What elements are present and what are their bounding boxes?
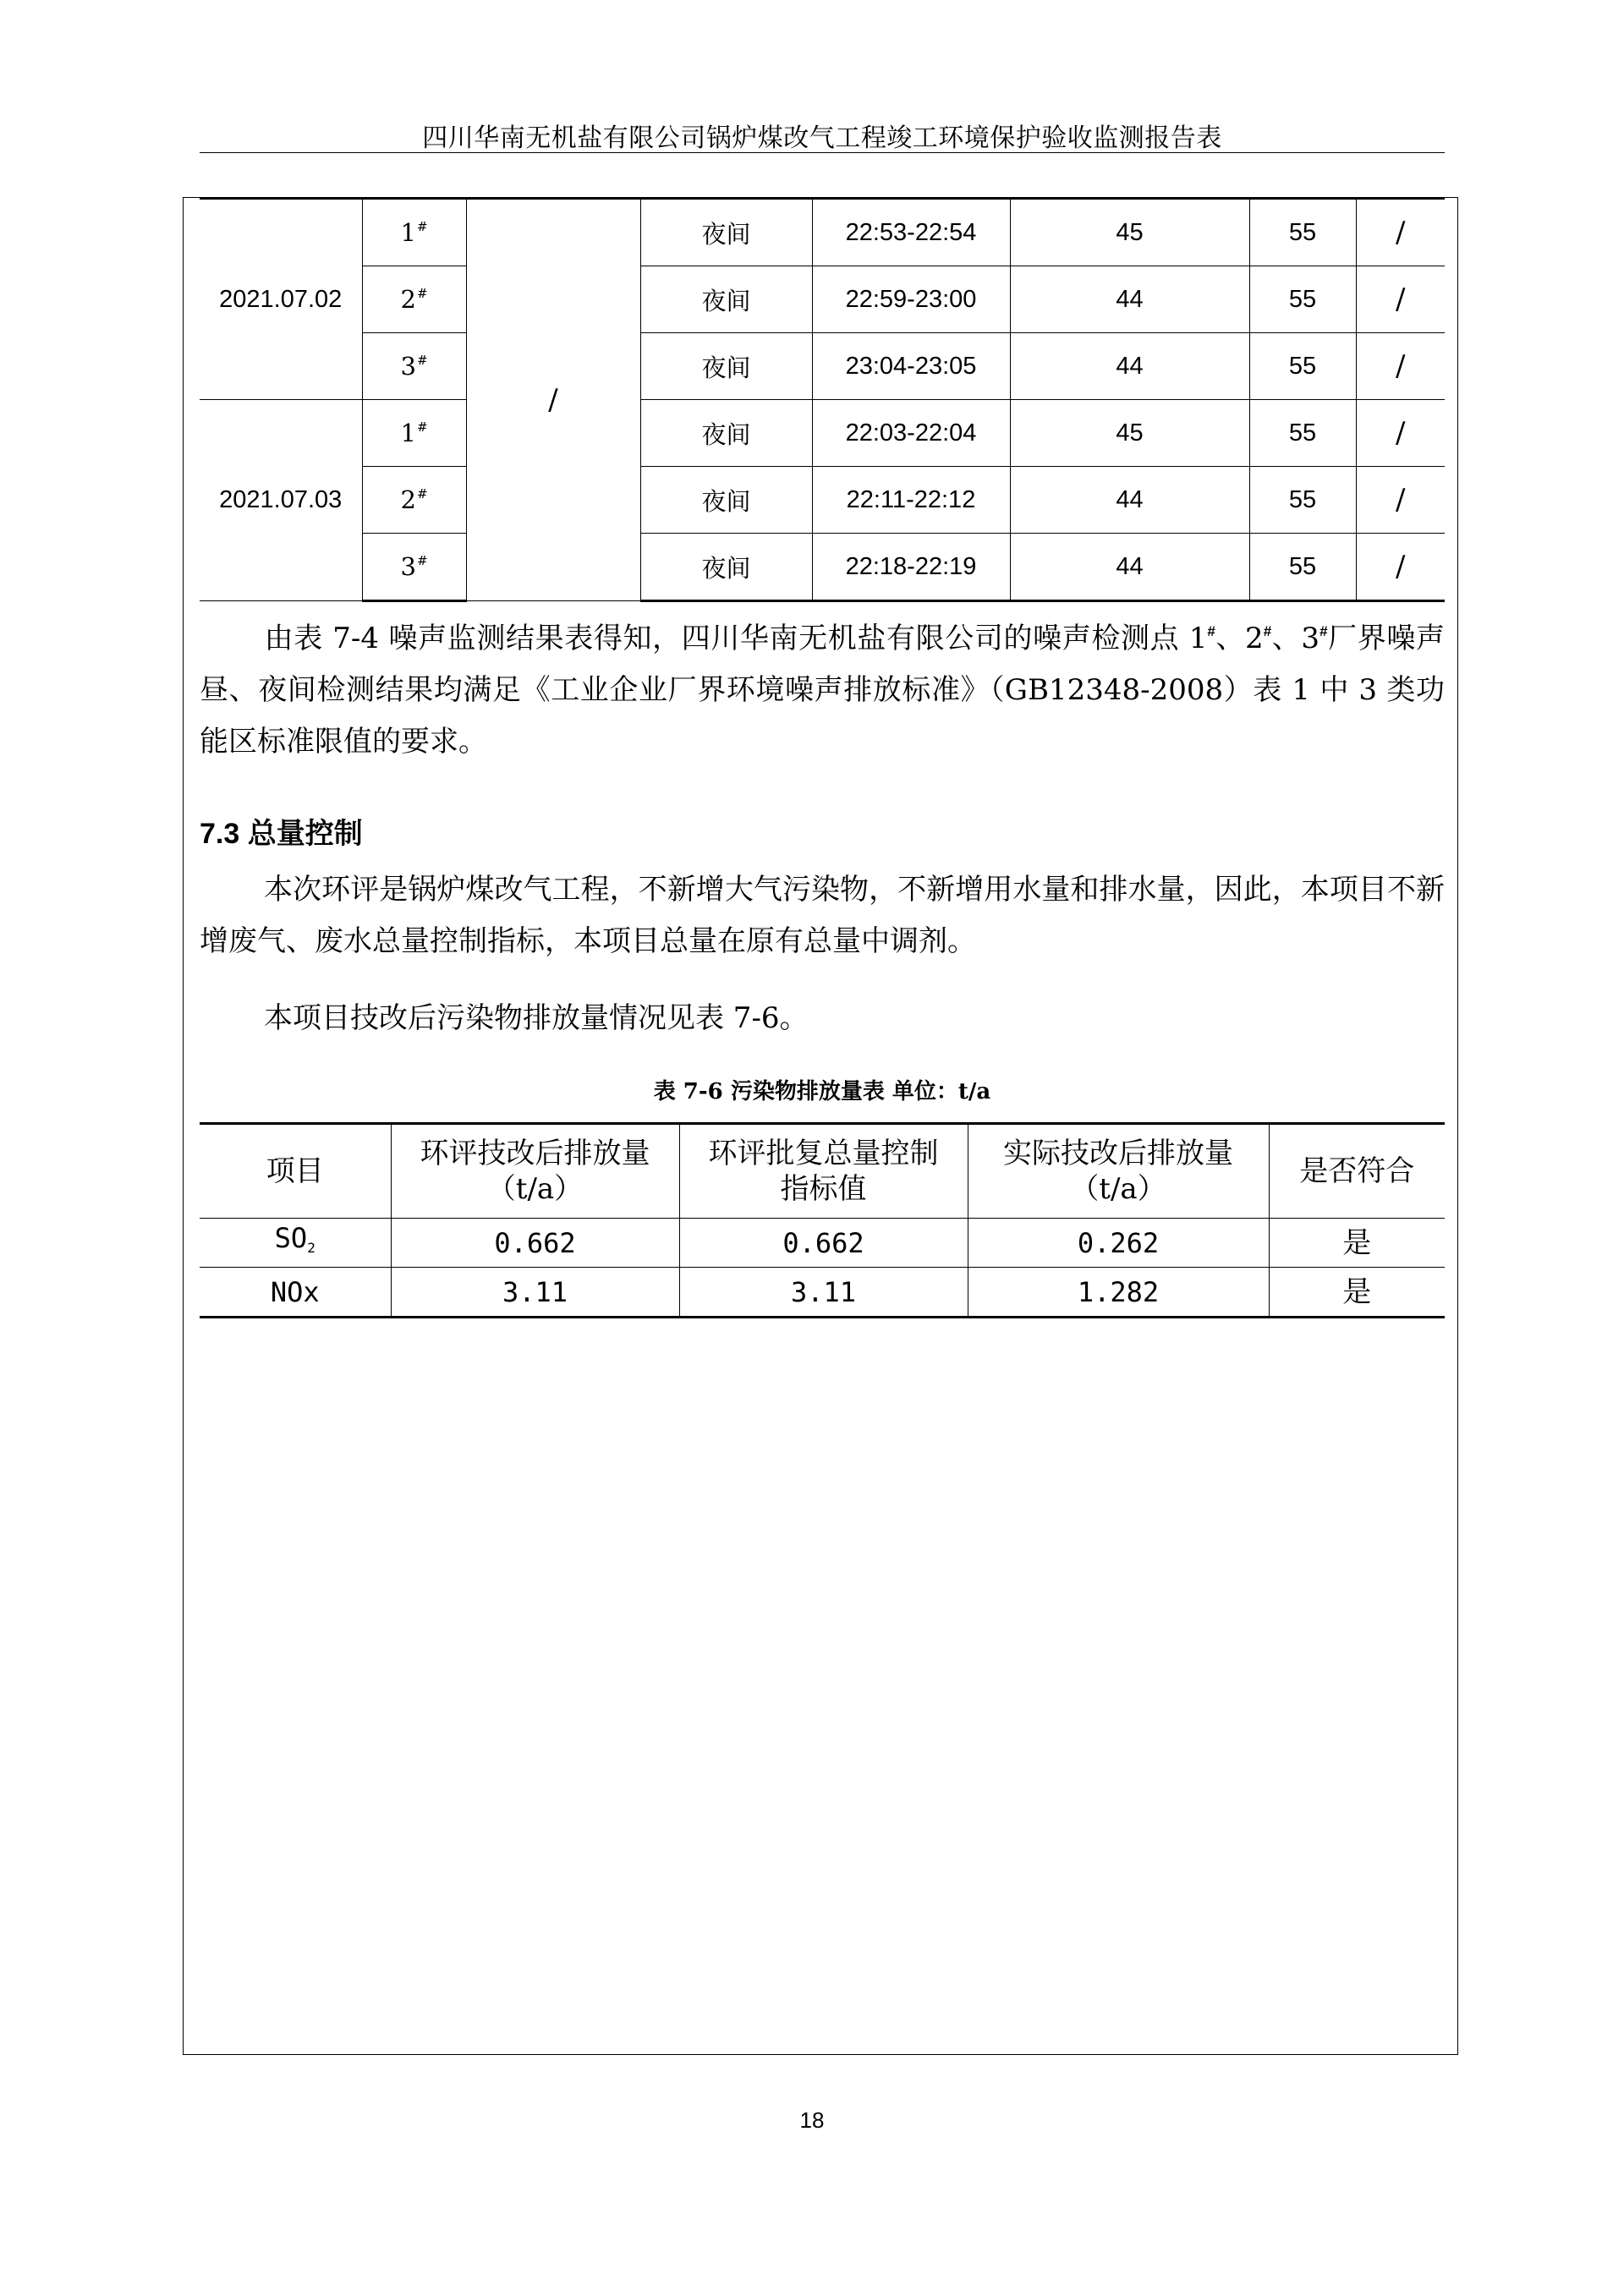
limit-cell: 55 bbox=[1249, 199, 1356, 266]
table-row bbox=[200, 266, 1445, 333]
approved-value-cell: 0.662 bbox=[679, 1219, 968, 1268]
point-cell: 1# bbox=[362, 400, 466, 467]
date-cell: 2021.07.02 bbox=[200, 199, 362, 400]
header-cell: 环评批复总量控制指标值 bbox=[679, 1124, 968, 1219]
emission-table bbox=[200, 1122, 1445, 1318]
page-number: 18 bbox=[799, 2107, 825, 2133]
period-cell: 夜间 bbox=[640, 333, 812, 400]
item-cell: $SO_2$ bbox=[200, 1219, 391, 1268]
header-rule bbox=[200, 152, 1445, 153]
value-cell: 44 bbox=[1010, 333, 1249, 400]
noise-monitoring-table bbox=[200, 197, 1445, 602]
merged-slash-cell: / bbox=[466, 199, 640, 601]
noise-conclusion-paragraph: 由表 7-4 噪声监测结果表得知，四川华南无机盐有限公司的噪声检测点 1#、2#、3#厂界噪声昼、夜间检测结果均满足《工业企业厂界环境噪声排放标准》（GB12348-2008）表 1 中 3 类功能区标准限值的要求。 bbox=[200, 622, 1446, 759]
limit-cell: 55 bbox=[1249, 534, 1356, 601]
eia-value-cell: 3.11 bbox=[391, 1268, 679, 1318]
compliance-cell: 是 bbox=[1269, 1219, 1445, 1268]
limit-cell: 55 bbox=[1249, 266, 1356, 333]
point-cell: 3# bbox=[362, 333, 466, 400]
limit-cell: 55 bbox=[1249, 467, 1356, 534]
note-cell: / bbox=[1356, 266, 1445, 333]
actual-value-cell: 1.282 bbox=[968, 1268, 1269, 1318]
header-cell: 环评技改后排放量（t/a） bbox=[391, 1124, 679, 1219]
point-cell: 1# bbox=[362, 199, 466, 266]
table-reference-paragraph: 本项目技改后污染物排放量情况见表 7-6。 bbox=[264, 1001, 809, 1035]
actual-value-cell: 0.262 bbox=[968, 1219, 1269, 1268]
note-cell: / bbox=[1356, 467, 1445, 534]
point-cell: 2# bbox=[362, 266, 466, 333]
compliance-cell: 是 bbox=[1269, 1268, 1445, 1318]
item-cell: NOx bbox=[200, 1268, 391, 1318]
table-row bbox=[200, 534, 1445, 601]
header-cell: 实际技改后排放量（t/a） bbox=[968, 1124, 1269, 1219]
value-cell: 44 bbox=[1010, 467, 1249, 534]
table-caption: 表 7-6 污染物排放量表 单位：t/a bbox=[653, 1079, 991, 1104]
table-header-row bbox=[200, 1124, 1445, 1219]
date-cell: 2021.07.03 bbox=[200, 400, 362, 601]
section-heading: 7.3 总量控制 bbox=[200, 818, 363, 850]
period-cell: 夜间 bbox=[640, 467, 812, 534]
note-cell: / bbox=[1356, 400, 1445, 467]
point-cell: 2# bbox=[362, 467, 466, 534]
table-row bbox=[200, 333, 1445, 400]
note-cell: / bbox=[1356, 534, 1445, 601]
time-cell: 22:11-22:12 bbox=[812, 467, 1010, 534]
table-row bbox=[200, 199, 1445, 266]
value-cell: 44 bbox=[1010, 534, 1249, 601]
period-cell: 夜间 bbox=[640, 266, 812, 333]
header-cell: 是否符合 bbox=[1269, 1124, 1445, 1219]
table-row bbox=[200, 467, 1445, 534]
time-cell: 23:04-23:05 bbox=[812, 333, 1010, 400]
limit-cell: 55 bbox=[1249, 400, 1356, 467]
value-cell: 45 bbox=[1010, 199, 1249, 266]
period-cell: 夜间 bbox=[640, 199, 812, 266]
table-row bbox=[200, 1268, 1445, 1318]
eia-value-cell: 0.662 bbox=[391, 1219, 679, 1268]
table-row bbox=[200, 400, 1445, 467]
time-cell: 22:18-22:19 bbox=[812, 534, 1010, 601]
value-cell: 45 bbox=[1010, 400, 1249, 467]
total-control-paragraph: 本次环评是锅炉煤改气工程，不新增大气污染物，不新增用水量和排水量，因此，本项目不新增废气、废水总量控制指标，本项目总量在原有总量中调剂。 bbox=[200, 873, 1445, 958]
page-header-title: 四川华南无机盐有限公司锅炉煤改气工程竣工环境保护验收监测报告表 bbox=[422, 123, 1222, 153]
period-cell: 夜间 bbox=[640, 400, 812, 467]
header-cell: 项目 bbox=[200, 1124, 391, 1219]
note-cell: / bbox=[1356, 199, 1445, 266]
approved-value-cell: 3.11 bbox=[679, 1268, 968, 1318]
value-cell: 44 bbox=[1010, 266, 1249, 333]
period-cell: 夜间 bbox=[640, 534, 812, 601]
time-cell: 22:59-23:00 bbox=[812, 266, 1010, 333]
time-cell: 22:03-22:04 bbox=[812, 400, 1010, 467]
limit-cell: 55 bbox=[1249, 333, 1356, 400]
point-cell: 3# bbox=[362, 534, 466, 601]
time-cell: 22:53-22:54 bbox=[812, 199, 1010, 266]
note-cell: / bbox=[1356, 333, 1445, 400]
table-row bbox=[200, 1219, 1445, 1268]
